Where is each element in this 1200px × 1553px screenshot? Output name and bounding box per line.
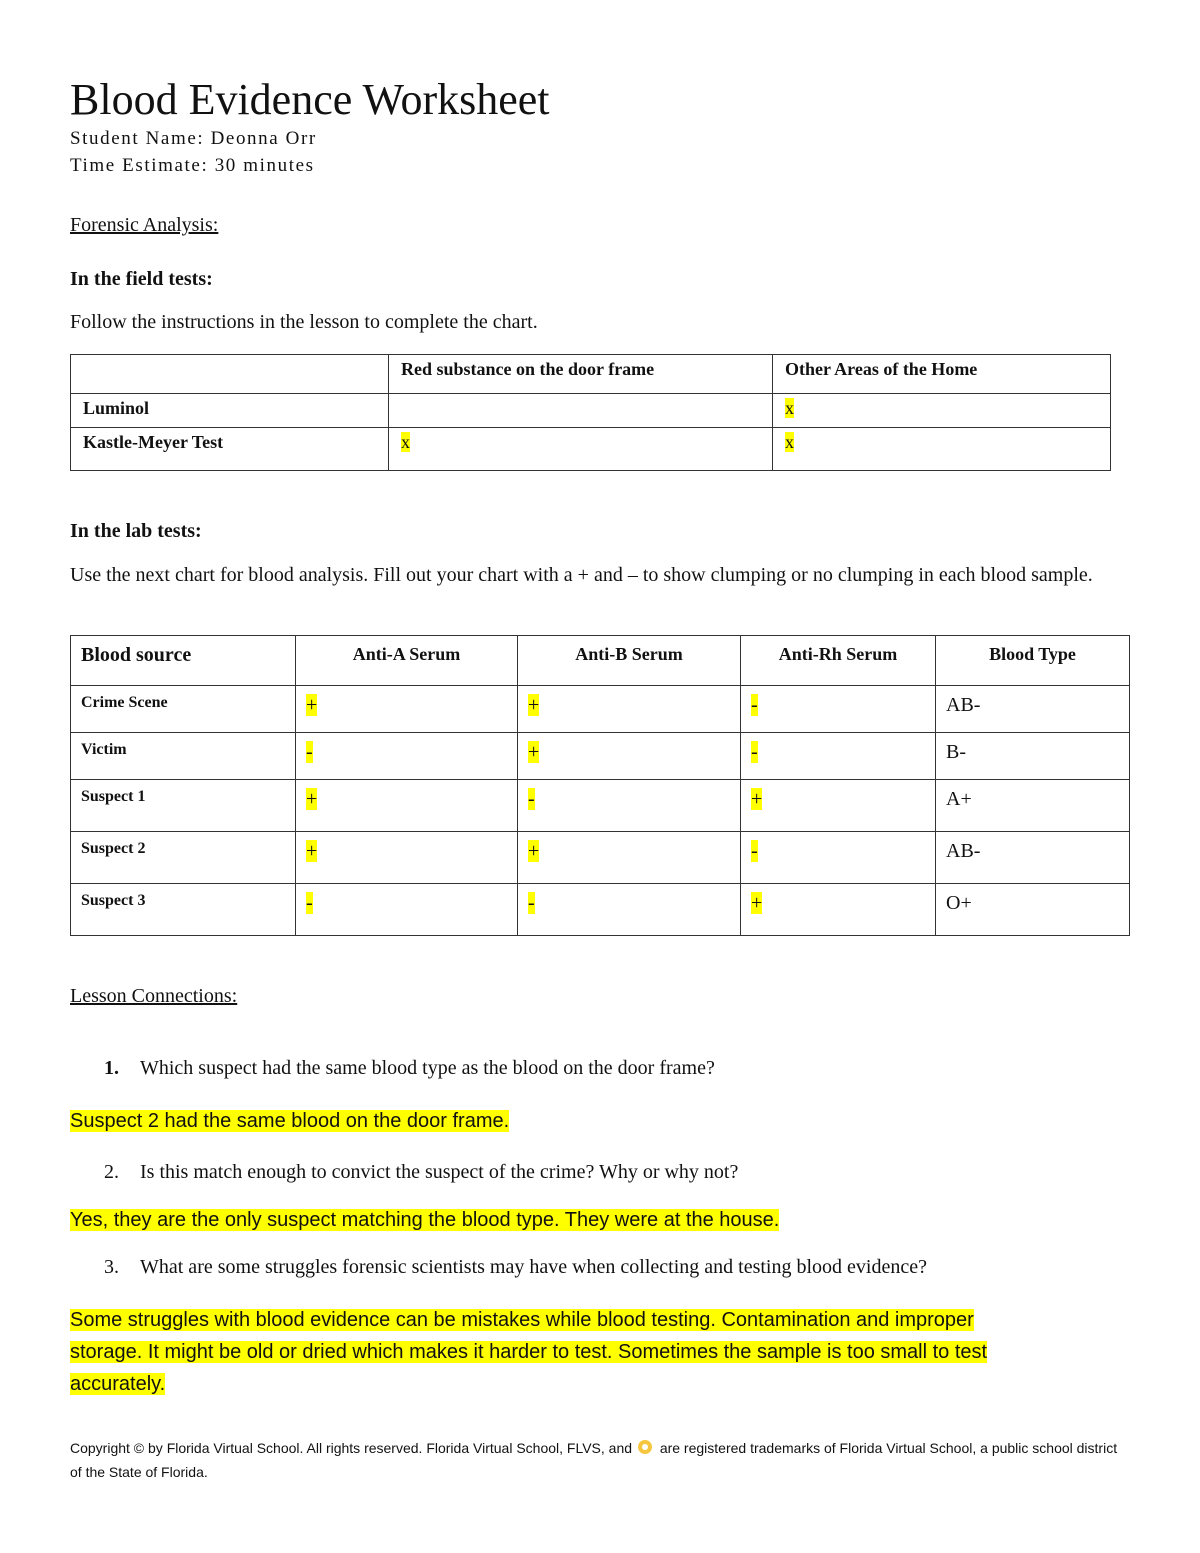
- answer-line: Some struggles with blood evidence can be mistakes while blood testing. Contamination and improper: [70, 1309, 974, 1331]
- cell-blood-type: A+: [936, 780, 1130, 832]
- header-other-areas: Other Areas of the Home: [773, 355, 1111, 394]
- cell-anti-b: +: [518, 733, 741, 780]
- question-text: Which suspect had the same blood type as the blood on the door frame?: [140, 1057, 715, 1079]
- question-2: [104, 1161, 738, 1184]
- field-tests-heading: In the field tests:: [70, 268, 213, 290]
- lab-tests-heading: In the lab tests:: [70, 520, 202, 542]
- cell-anti-rh: +: [741, 884, 936, 936]
- copyright-footer: [70, 1436, 1130, 1484]
- answer-1: Suspect 2 had the same blood on the door frame.: [70, 1110, 510, 1132]
- answer-line: accurately.: [70, 1373, 166, 1395]
- cell-anti-b: +: [518, 686, 741, 733]
- table-row: [71, 394, 1111, 428]
- header-anti-rh: Anti-Rh Serum: [741, 636, 936, 686]
- blood-analysis-table: [70, 635, 1130, 936]
- header-blood-type: Blood Type: [936, 636, 1130, 686]
- page-title: Blood Evidence Worksheet: [70, 75, 550, 124]
- table-row: [71, 686, 1130, 733]
- row-label: Suspect 2: [71, 832, 296, 884]
- cell-anti-a: -: [296, 884, 518, 936]
- question-number: 1.: [104, 1057, 119, 1079]
- table-row: [71, 884, 1130, 936]
- answer-2: Yes, they are the only suspect matching the blood type. They were at the house.: [70, 1209, 780, 1231]
- cell-anti-b: +: [518, 832, 741, 884]
- cell-anti-rh: -: [741, 686, 936, 733]
- question-number: 3.: [104, 1256, 119, 1278]
- footer-text-2: are registered trademarks of Florida Virtual School, a public school district of the State of Florida.: [70, 1440, 1118, 1480]
- row-label: Luminol: [71, 394, 389, 428]
- lab-instructions: Use the next chart for blood analysis. Fill out your chart with a + and – to show clumping or no clumping in each blood sample.: [70, 564, 1093, 586]
- cell-other-areas: x: [773, 428, 1111, 471]
- answer-line: storage. It might be old or dried which makes it harder to test. Sometimes the sample is too small to test: [70, 1341, 988, 1363]
- question-3: [104, 1256, 927, 1279]
- cell-anti-a: +: [296, 832, 518, 884]
- row-label: Kastle-Meyer Test: [71, 428, 389, 471]
- answer-3: [70, 1304, 987, 1400]
- question-text: What are some struggles forensic scientists may have when collecting and testing blood evidence?: [140, 1256, 927, 1278]
- time-estimate: Time Estimate: 30 minutes: [70, 155, 315, 176]
- lesson-connections-label: Lesson Connections:: [70, 985, 238, 1007]
- table-header-row: [71, 636, 1130, 686]
- table-row: [71, 733, 1130, 780]
- question-1: [104, 1057, 715, 1080]
- table-header-row: [71, 355, 1111, 394]
- header-anti-a: Anti-A Serum: [296, 636, 518, 686]
- cell-door-frame: [389, 394, 773, 428]
- cell-other-areas: x: [773, 394, 1111, 428]
- cell-blood-type: O+: [936, 884, 1130, 936]
- cell-anti-rh: +: [741, 780, 936, 832]
- cell-anti-b: -: [518, 780, 741, 832]
- cell-door-frame: x: [389, 428, 773, 471]
- cell-blood-type: AB-: [936, 686, 1130, 733]
- student-name: Student Name: Deonna Orr: [70, 128, 317, 149]
- row-label: Crime Scene: [71, 686, 296, 733]
- field-instructions: Follow the instructions in the lesson to complete the chart.: [70, 311, 538, 333]
- footer-text-1: Copyright © by Florida Virtual School. All rights reserved. Florida Virtual School, FLVS, and: [70, 1440, 633, 1456]
- cell-anti-a: -: [296, 733, 518, 780]
- cell-anti-a: +: [296, 780, 518, 832]
- row-label: Victim: [71, 733, 296, 780]
- cell-anti-a: +: [296, 686, 518, 733]
- header-cell-empty: [71, 355, 389, 394]
- header-blood-source: Blood source: [71, 636, 296, 686]
- table-row: [71, 428, 1111, 471]
- flvs-logo-icon: [638, 1440, 652, 1454]
- question-text: Is this match enough to convict the suspect of the crime? Why or why not?: [140, 1161, 739, 1183]
- row-label: Suspect 1: [71, 780, 296, 832]
- header-door-frame: Red substance on the door frame: [389, 355, 773, 394]
- field-tests-table: [70, 354, 1111, 471]
- forensic-analysis-label: Forensic Analysis:: [70, 214, 219, 236]
- header-anti-b: Anti-B Serum: [518, 636, 741, 686]
- table-row: [71, 832, 1130, 884]
- table-row: [71, 780, 1130, 832]
- cell-blood-type: AB-: [936, 832, 1130, 884]
- cell-anti-rh: -: [741, 832, 936, 884]
- cell-anti-rh: -: [741, 733, 936, 780]
- cell-blood-type: B-: [936, 733, 1130, 780]
- row-label: Suspect 3: [71, 884, 296, 936]
- cell-anti-b: -: [518, 884, 741, 936]
- question-number: 2.: [104, 1161, 119, 1183]
